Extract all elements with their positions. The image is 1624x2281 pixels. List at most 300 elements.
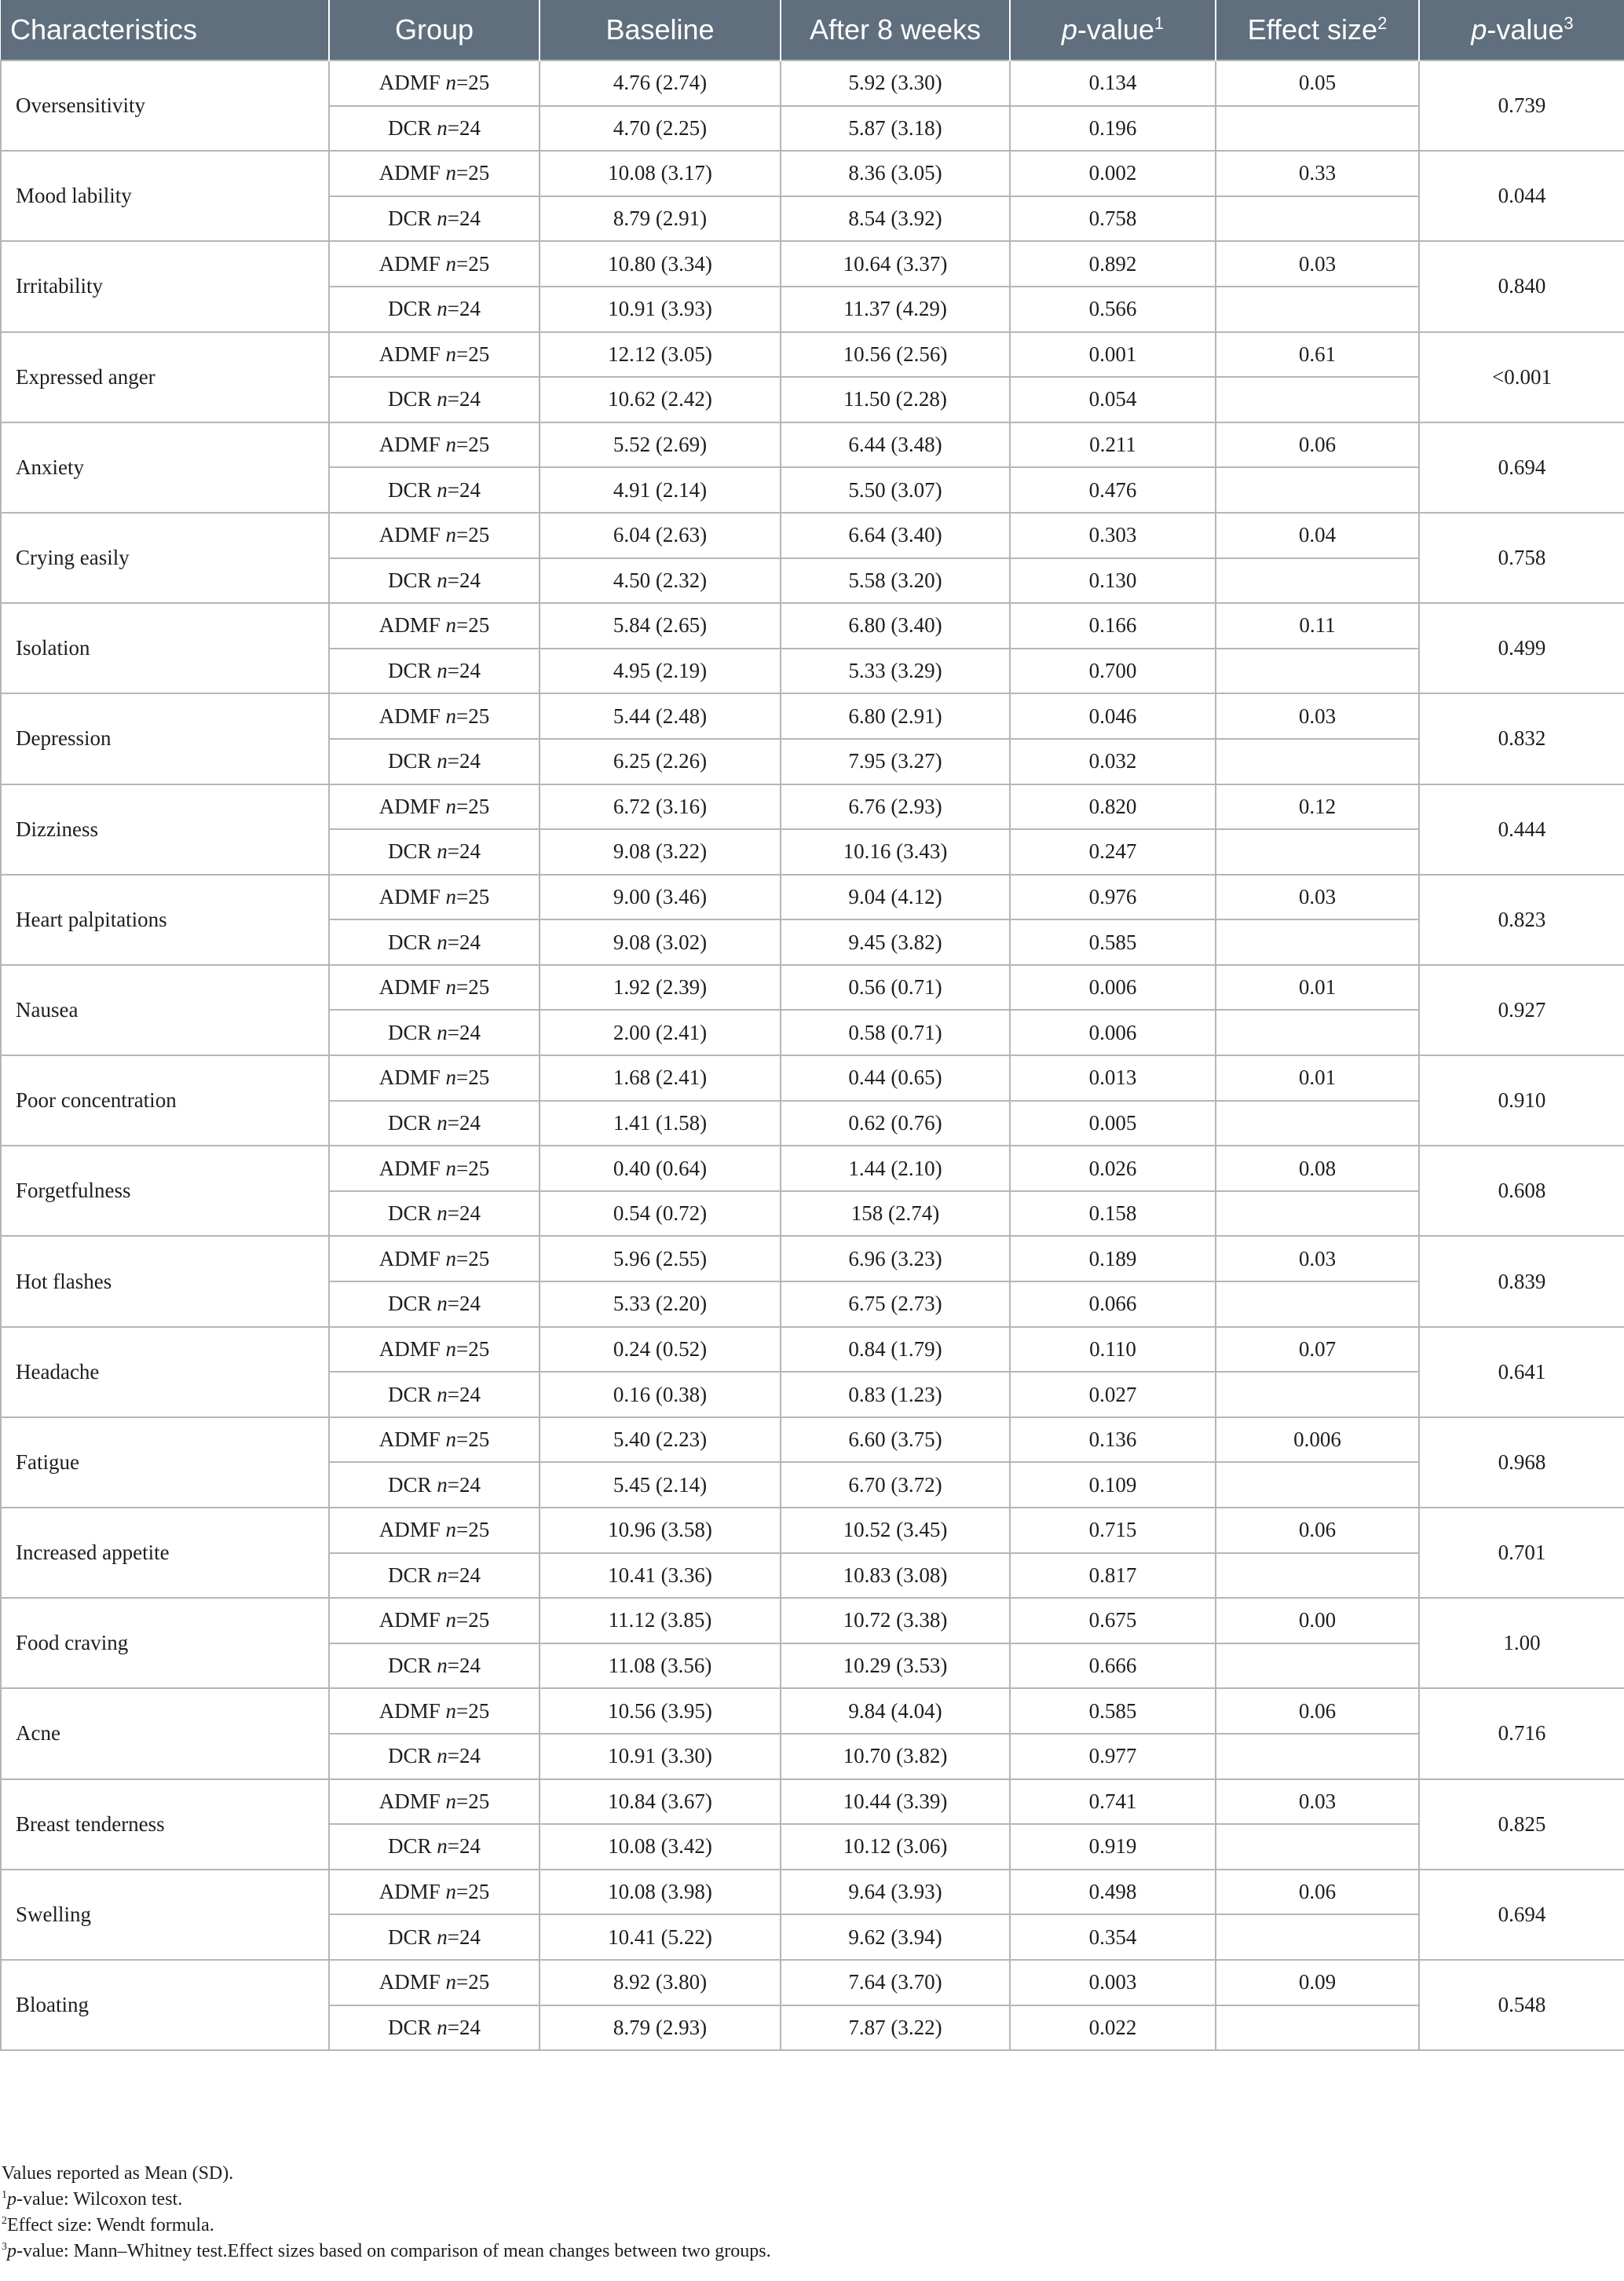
dcr-after: 5.87 (3.18) <box>781 106 1010 152</box>
group-n: 25 <box>468 1427 490 1452</box>
admf-group-label <box>329 1508 540 1553</box>
group-n: 24 <box>459 659 481 683</box>
admf-baseline: 10.80 (3.34) <box>540 241 781 287</box>
group-name: DCR <box>387 1654 432 1678</box>
effect-size: 0.03 <box>1216 1779 1419 1825</box>
table-row <box>1 693 1624 739</box>
dcr-group-label <box>329 196 540 242</box>
dcr-p-value: 0.354 <box>1010 1914 1216 1960</box>
admf-p-value: 0.820 <box>1010 784 1216 830</box>
header-characteristics: Characteristics <box>1 0 329 60</box>
admf-baseline: 0.40 (0.64) <box>540 1146 781 1191</box>
effect-size: 0.03 <box>1216 693 1419 739</box>
table-row <box>1 1327 1624 1373</box>
dcr-baseline: 10.41 (3.36) <box>540 1553 781 1599</box>
admf-p-value: 0.134 <box>1010 60 1216 106</box>
n-symbol: n <box>437 297 448 321</box>
n-symbol: n <box>445 161 457 185</box>
group-name: DCR <box>387 1020 432 1044</box>
admf-baseline: 5.84 (2.65) <box>540 603 781 649</box>
n-symbol: n <box>445 251 457 276</box>
table-row <box>1 965 1624 1011</box>
admf-after: 10.56 (2.56) <box>781 332 1010 378</box>
dcr-p-value: 0.130 <box>1010 558 1216 604</box>
characteristic-name: Forgetfulness <box>1 1146 329 1236</box>
dcr-after: 158 (2.74) <box>781 1191 1010 1237</box>
equals-sign: = <box>456 884 469 908</box>
dcr-group-label <box>329 1101 540 1146</box>
admf-after: 6.96 (3.23) <box>781 1236 1010 1281</box>
group-n: 24 <box>459 568 481 592</box>
characteristic-name: Isolation <box>1 603 329 693</box>
group-n: 25 <box>468 433 490 457</box>
effect-size: 0.08 <box>1216 1146 1419 1191</box>
effect-size-empty <box>1216 919 1419 965</box>
n-symbol: n <box>445 704 457 728</box>
dcr-baseline: 9.08 (3.22) <box>540 829 781 875</box>
group-name: DCR <box>387 1201 432 1226</box>
group-name: ADMF <box>379 1518 441 1542</box>
table-row <box>1 1055 1624 1101</box>
effect-size-empty <box>1216 1553 1419 1599</box>
group-name: DCR <box>387 477 432 502</box>
n-symbol: n <box>445 1427 457 1452</box>
admf-p-value: 0.166 <box>1010 603 1216 649</box>
equals-sign: = <box>447 1834 459 1859</box>
equals-sign: = <box>447 1110 459 1135</box>
p-value-between: 0.823 <box>1419 875 1624 965</box>
dcr-after: 6.70 (3.72) <box>781 1462 1010 1508</box>
dcr-baseline: 4.95 (2.19) <box>540 649 781 694</box>
admf-after: 10.44 (3.39) <box>781 1779 1010 1825</box>
dcr-group-label <box>329 1643 540 1689</box>
characteristic-name: Swelling <box>1 1870 329 1960</box>
equals-sign: = <box>456 71 469 95</box>
admf-group-label <box>329 1146 540 1191</box>
p-value-between: 1.00 <box>1419 1598 1624 1688</box>
characteristic-name: Hot flashes <box>1 1236 329 1326</box>
group-name: ADMF <box>379 1336 441 1361</box>
effect-size-empty <box>1216 739 1419 784</box>
group-n: 24 <box>459 1744 481 1768</box>
dcr-group-label <box>329 1914 540 1960</box>
group-name: ADMF <box>379 161 441 185</box>
characteristic-name: Acne <box>1 1688 329 1778</box>
group-name: DCR <box>387 749 432 773</box>
n-symbol: n <box>445 523 457 547</box>
n-symbol: n <box>437 1382 448 1406</box>
admf-baseline: 10.84 (3.67) <box>540 1779 781 1825</box>
admf-group-label <box>329 1688 540 1734</box>
equals-sign: = <box>456 1518 469 1542</box>
group-n: 25 <box>468 884 490 908</box>
equals-sign: = <box>456 1066 469 1090</box>
admf-p-value: 0.046 <box>1010 693 1216 739</box>
dcr-p-value: 0.027 <box>1010 1372 1216 1417</box>
n-symbol: n <box>437 749 448 773</box>
admf-baseline: 6.72 (3.16) <box>540 784 781 830</box>
group-n: 25 <box>468 1518 490 1542</box>
group-name: ADMF <box>379 1156 441 1180</box>
admf-baseline: 5.52 (2.69) <box>540 422 781 468</box>
admf-p-value: 0.498 <box>1010 1870 1216 1915</box>
group-name: ADMF <box>379 342 441 366</box>
dcr-group-label <box>329 919 540 965</box>
table-row <box>1 1236 1624 1281</box>
dcr-group-label <box>329 106 540 152</box>
group-n: 25 <box>468 1336 490 1361</box>
dcr-after: 8.54 (3.92) <box>781 196 1010 242</box>
footnote-3: $^3$p-value: Mann–Whitney test.Effect sizes based on comparison of mean changes between two groups. <box>2 2241 771 2261</box>
p-value-between: 0.499 <box>1419 603 1624 693</box>
admf-group-label <box>329 784 540 830</box>
dcr-baseline: 10.62 (2.42) <box>540 377 781 422</box>
dcr-after: 11.50 (2.28) <box>781 377 1010 422</box>
p-value-between: 0.701 <box>1419 1508 1624 1598</box>
admf-after: 0.56 (0.71) <box>781 965 1010 1011</box>
table-header <box>1 0 1624 60</box>
header-baseline: Baseline <box>540 0 781 60</box>
characteristic-name: Poor concentration <box>1 1055 329 1146</box>
equals-sign: = <box>447 1744 459 1768</box>
effect-size-empty <box>1216 1281 1419 1327</box>
p-value-between: 0.716 <box>1419 1688 1624 1778</box>
group-n: 25 <box>468 1789 490 1813</box>
dcr-after: 10.70 (3.82) <box>781 1734 1010 1779</box>
admf-p-value: 0.001 <box>1010 332 1216 378</box>
admf-group-label <box>329 513 540 558</box>
dcr-group-label <box>329 1553 540 1599</box>
equals-sign: = <box>447 115 459 140</box>
n-symbol: n <box>437 207 448 231</box>
group-name: ADMF <box>379 1789 441 1813</box>
admf-p-value: 0.303 <box>1010 513 1216 558</box>
admf-baseline: 8.92 (3.80) <box>540 1960 781 2005</box>
group-name: DCR <box>387 1472 432 1497</box>
admf-after: 5.92 (3.30) <box>781 60 1010 106</box>
group-name: ADMF <box>379 433 441 457</box>
group-n: 24 <box>459 1292 481 1316</box>
effect-size: 0.09 <box>1216 1960 1419 2005</box>
group-n: 24 <box>459 115 481 140</box>
admf-p-value: 0.002 <box>1010 151 1216 196</box>
admf-baseline: 5.96 (2.55) <box>540 1236 781 1281</box>
characteristic-name: Increased appetite <box>1 1508 329 1598</box>
group-name: ADMF <box>379 794 441 818</box>
admf-after: 6.76 (2.93) <box>781 784 1010 830</box>
dcr-after: 0.83 (1.23) <box>781 1372 1010 1417</box>
dcr-p-value: 0.817 <box>1010 1553 1216 1599</box>
group-n: 24 <box>459 749 481 773</box>
admf-baseline: 1.68 (2.41) <box>540 1055 781 1101</box>
header-after-8-weeks: After 8 weeks <box>781 0 1010 60</box>
dcr-p-value: 0.022 <box>1010 2005 1216 2051</box>
admf-group-label <box>329 1417 540 1463</box>
admf-baseline: 12.12 (3.05) <box>540 332 781 378</box>
effect-size-empty <box>1216 1824 1419 1870</box>
effect-size: 0.11 <box>1216 603 1419 649</box>
table-row <box>1 603 1624 649</box>
equals-sign: = <box>456 704 469 728</box>
characteristic-name: Crying easily <box>1 513 329 603</box>
group-n: 25 <box>468 1970 490 1994</box>
group-n: 25 <box>468 975 490 1000</box>
admf-p-value: 0.741 <box>1010 1779 1216 1825</box>
admf-after: 10.64 (3.37) <box>781 241 1010 287</box>
header-p-value-mann-whitney: p-value$^3$ <box>1419 0 1624 60</box>
characteristic-name: Oversensitivity <box>1 60 329 151</box>
n-symbol: n <box>437 1110 448 1135</box>
admf-after: 9.84 (4.04) <box>781 1688 1010 1734</box>
dcr-group-label <box>329 287 540 332</box>
group-n: 24 <box>459 387 481 411</box>
dcr-p-value: 0.700 <box>1010 649 1216 694</box>
n-symbol: n <box>437 1744 448 1768</box>
equals-sign: = <box>456 1880 469 1904</box>
admf-p-value: 0.136 <box>1010 1417 1216 1463</box>
effect-size: 0.03 <box>1216 1236 1419 1281</box>
dcr-p-value: 0.476 <box>1010 467 1216 513</box>
p-value-between: 0.832 <box>1419 693 1624 784</box>
dcr-after: 10.83 (3.08) <box>781 1553 1010 1599</box>
dcr-group-label <box>329 1281 540 1327</box>
admf-after: 1.44 (2.10) <box>781 1146 1010 1191</box>
n-symbol: n <box>437 477 448 502</box>
p-value-between: 0.694 <box>1419 422 1624 513</box>
p-value-between: 0.840 <box>1419 241 1624 331</box>
group-name: ADMF <box>379 1880 441 1904</box>
effect-size-empty <box>1216 287 1419 332</box>
admf-baseline: 6.04 (2.63) <box>540 513 781 558</box>
effect-size: 0.01 <box>1216 965 1419 1011</box>
n-symbol: n <box>437 659 448 683</box>
p-value-between: 0.839 <box>1419 1236 1624 1326</box>
admf-baseline: 11.12 (3.85) <box>540 1598 781 1643</box>
admf-group-label <box>329 1236 540 1281</box>
n-symbol: n <box>445 1698 457 1723</box>
admf-group-label <box>329 422 540 468</box>
dcr-group-label <box>329 829 540 875</box>
dcr-after: 7.87 (3.22) <box>781 2005 1010 2051</box>
group-name: DCR <box>387 659 432 683</box>
dcr-group-label <box>329 1010 540 1055</box>
characteristic-name: Heart palpitations <box>1 875 329 965</box>
admf-after: 10.52 (3.45) <box>781 1508 1010 1553</box>
equals-sign: = <box>447 1020 459 1044</box>
group-n: 25 <box>468 523 490 547</box>
group-n: 25 <box>468 794 490 818</box>
group-n: 25 <box>468 251 490 276</box>
p-value-between: 0.825 <box>1419 1779 1624 1870</box>
n-symbol: n <box>445 433 457 457</box>
characteristic-name: Depression <box>1 693 329 784</box>
group-n: 24 <box>459 1563 481 1587</box>
group-n: 24 <box>459 1020 481 1044</box>
header-row <box>1 0 1624 60</box>
dcr-baseline: 10.91 (3.30) <box>540 1734 781 1779</box>
equals-sign: = <box>456 1336 469 1361</box>
admf-after: 6.64 (3.40) <box>781 513 1010 558</box>
dcr-after: 0.58 (0.71) <box>781 1010 1010 1055</box>
effect-size-empty <box>1216 106 1419 152</box>
dcr-baseline: 0.16 (0.38) <box>540 1372 781 1417</box>
table-row <box>1 1688 1624 1734</box>
effect-size: 0.006 <box>1216 1417 1419 1463</box>
admf-group-label <box>329 1960 540 2005</box>
admf-p-value: 0.003 <box>1010 1960 1216 2005</box>
group-n: 24 <box>459 477 481 502</box>
n-symbol: n <box>445 1518 457 1542</box>
n-symbol: n <box>445 1156 457 1180</box>
dcr-baseline: 5.45 (2.14) <box>540 1462 781 1508</box>
dcr-group-label <box>329 1191 540 1237</box>
equals-sign: = <box>456 794 469 818</box>
table-row <box>1 1508 1624 1553</box>
equals-sign: = <box>447 1563 459 1587</box>
equals-sign: = <box>447 659 459 683</box>
effect-size: 0.05 <box>1216 60 1419 106</box>
p-value-between: 0.641 <box>1419 1327 1624 1417</box>
effect-size: 0.06 <box>1216 1870 1419 1915</box>
equals-sign: = <box>447 387 459 411</box>
admf-group-label <box>329 1055 540 1101</box>
effect-size-empty <box>1216 1372 1419 1417</box>
table-row <box>1 1779 1624 1825</box>
group-name: DCR <box>387 1292 432 1316</box>
group-n: 24 <box>459 930 481 954</box>
n-symbol: n <box>437 1292 448 1316</box>
admf-group-label <box>329 875 540 920</box>
equals-sign: = <box>447 930 459 954</box>
admf-p-value: 0.585 <box>1010 1688 1216 1734</box>
dcr-group-label <box>329 739 540 784</box>
equals-sign: = <box>447 1472 459 1497</box>
n-symbol: n <box>437 387 448 411</box>
admf-after: 7.64 (3.70) <box>781 1960 1010 2005</box>
table-row <box>1 1598 1624 1643</box>
effect-size-empty <box>1216 649 1419 694</box>
dcr-p-value: 0.247 <box>1010 829 1216 875</box>
group-name: ADMF <box>379 613 441 638</box>
admf-baseline: 10.08 (3.17) <box>540 151 781 196</box>
p-value-between: 0.444 <box>1419 784 1624 875</box>
n-symbol: n <box>437 1472 448 1497</box>
admf-baseline: 1.92 (2.39) <box>540 965 781 1011</box>
n-symbol: n <box>437 839 448 864</box>
group-name: ADMF <box>379 71 441 95</box>
effect-size-empty <box>1216 1734 1419 1779</box>
group-n: 25 <box>468 1608 490 1632</box>
equals-sign: = <box>447 477 459 502</box>
p-value-between: 0.694 <box>1419 1870 1624 1960</box>
n-symbol: n <box>437 1925 448 1949</box>
table-row <box>1 60 1624 106</box>
effect-size-empty <box>1216 829 1419 875</box>
dcr-p-value: 0.006 <box>1010 1010 1216 1055</box>
equals-sign: = <box>456 161 469 185</box>
characteristic-name: Irritability <box>1 241 329 331</box>
dcr-group-label <box>329 1372 540 1417</box>
table-row <box>1 422 1624 468</box>
group-n: 25 <box>468 1880 490 1904</box>
dcr-p-value: 0.066 <box>1010 1281 1216 1327</box>
p-value-between: 0.044 <box>1419 151 1624 241</box>
admf-group-label <box>329 1327 540 1373</box>
footnote-1: $^1$p-value: Wilcoxon test. <box>2 2189 183 2210</box>
n-symbol: n <box>445 1880 457 1904</box>
group-name: ADMF <box>379 1970 441 1994</box>
table-body <box>1 60 1624 2050</box>
n-symbol: n <box>437 1654 448 1678</box>
admf-group-label <box>329 965 540 1011</box>
dcr-p-value: 0.005 <box>1010 1101 1216 1146</box>
dcr-after: 9.62 (3.94) <box>781 1914 1010 1960</box>
group-name: DCR <box>387 297 432 321</box>
dcr-baseline: 4.70 (2.25) <box>540 106 781 152</box>
characteristic-name: Mood lability <box>1 151 329 241</box>
characteristic-name: Expressed anger <box>1 332 329 422</box>
admf-after: 6.80 (3.40) <box>781 603 1010 649</box>
admf-group-label <box>329 693 540 739</box>
dcr-group-label <box>329 558 540 604</box>
effect-size: 0.01 <box>1216 1055 1419 1101</box>
group-n: 25 <box>468 1156 490 1180</box>
admf-group-label <box>329 60 540 106</box>
effect-size-empty <box>1216 1010 1419 1055</box>
effect-size-empty <box>1216 377 1419 422</box>
dcr-baseline: 4.91 (2.14) <box>540 467 781 513</box>
dcr-after: 5.50 (3.07) <box>781 467 1010 513</box>
dcr-after: 5.58 (3.20) <box>781 558 1010 604</box>
admf-baseline: 10.56 (3.95) <box>540 1688 781 1734</box>
group-name: ADMF <box>379 975 441 1000</box>
n-symbol: n <box>445 1970 457 1994</box>
dcr-p-value: 0.158 <box>1010 1191 1216 1237</box>
equals-sign: = <box>447 1382 459 1406</box>
equals-sign: = <box>447 749 459 773</box>
group-n: 24 <box>459 1834 481 1859</box>
admf-group-label <box>329 241 540 287</box>
group-name: DCR <box>387 387 432 411</box>
header-p-value-wilcoxon: p-value$^1$ <box>1010 0 1216 60</box>
dcr-p-value: 0.566 <box>1010 287 1216 332</box>
effect-size-empty <box>1216 467 1419 513</box>
characteristic-name: Fatigue <box>1 1417 329 1508</box>
group-name: ADMF <box>379 884 441 908</box>
equals-sign: = <box>456 433 469 457</box>
equals-sign: = <box>447 1925 459 1949</box>
table-row <box>1 784 1624 830</box>
admf-p-value: 0.892 <box>1010 241 1216 287</box>
n-symbol: n <box>437 115 448 140</box>
dcr-after: 5.33 (3.29) <box>781 649 1010 694</box>
dcr-group-label <box>329 467 540 513</box>
dcr-group-label <box>329 377 540 422</box>
dcr-baseline: 10.91 (3.93) <box>540 287 781 332</box>
effect-size-empty <box>1216 196 1419 242</box>
group-n: 24 <box>459 1110 481 1135</box>
dcr-group-label <box>329 1824 540 1870</box>
group-name: DCR <box>387 207 432 231</box>
dcr-p-value: 0.585 <box>1010 919 1216 965</box>
equals-sign: = <box>447 2015 459 2039</box>
n-symbol: n <box>445 1608 457 1632</box>
dcr-group-label <box>329 2005 540 2051</box>
admf-baseline: 10.96 (3.58) <box>540 1508 781 1553</box>
dcr-p-value: 0.032 <box>1010 739 1216 784</box>
effect-size-empty <box>1216 558 1419 604</box>
equals-sign: = <box>456 1970 469 1994</box>
